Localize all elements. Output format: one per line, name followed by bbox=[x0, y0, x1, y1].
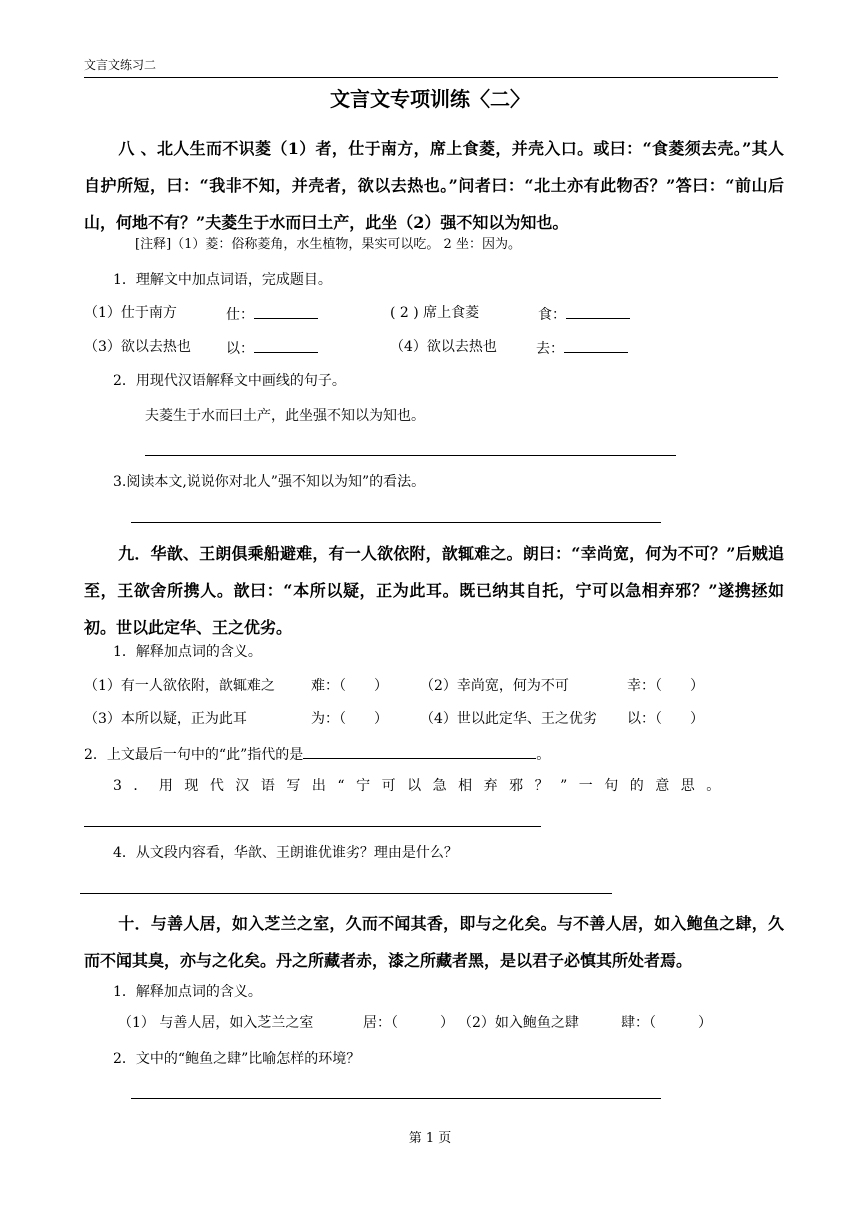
s8-q1-item2-phrase: ( 2 ) 席上食菱 bbox=[390, 305, 480, 321]
s8-q1-item2-word: 食： bbox=[538, 303, 630, 325]
answer-blank[interactable] bbox=[303, 743, 536, 759]
answer-line[interactable] bbox=[131, 1098, 661, 1099]
s10-q1-item1-phrase: （1） 与善人居，如入芝兰之室 bbox=[118, 1015, 314, 1031]
s10-q1-item2-word: 肆：（ ） bbox=[621, 1015, 712, 1031]
s9-q1-item2-word: 幸：（ ） bbox=[627, 678, 704, 694]
s9-q1-item3-word: 为：（ ） bbox=[311, 711, 388, 727]
section10-question2: 2．文中的“鲍鱼之肆”比喻怎样的环境？ bbox=[113, 1051, 361, 1067]
s9-q1-item3-phrase: （3）本所以疑，正为此耳 bbox=[84, 711, 247, 727]
section10-paragraph: 十．与善人居，如入芝兰之室，久而不闻其香，即与之化矣。与不善人居，如入鲍鱼之肆，久而不闻其臭，亦与之化矣。丹之所藏者赤，漆之所藏者黑，是以君子必慎其所处者焉。 bbox=[84, 914, 784, 970]
header-rule bbox=[84, 77, 778, 78]
s8-q1-item4-phrase: （4）欲以去热也 bbox=[390, 339, 497, 355]
section9-question2: 2．上文最后一句中的“此”指代的是 。 bbox=[84, 743, 550, 765]
answer-line[interactable] bbox=[84, 826, 541, 827]
s8-q1-item3-phrase: （3）欲以去热也 bbox=[84, 339, 191, 355]
s8-q1-item4-word: 去： bbox=[536, 337, 628, 359]
section9-question3: 3．用现代汉语写出“宁可以急相弃邪？”一句的意思。 bbox=[113, 778, 732, 794]
answer-blank[interactable] bbox=[254, 337, 318, 353]
section8-question2: 2．用现代汉语解释文中画线的句子。 bbox=[113, 373, 346, 389]
section8-question1: 1．理解文中加点词语，完成题目。 bbox=[113, 272, 332, 288]
answer-blank[interactable] bbox=[564, 337, 628, 353]
s10-q1-item2-phrase: （2）如入鲍鱼之肆 bbox=[458, 1015, 579, 1031]
section9-question1: 1．解释加点词的含义。 bbox=[113, 644, 262, 660]
page-header: 文言文练习二 bbox=[84, 58, 157, 72]
section8-question3: 3.阅读本文,说说你对北人”强不知以为知”的看法。 bbox=[113, 474, 426, 490]
s9-q1-item4-word: 以：（ ） bbox=[627, 711, 704, 727]
page-number: 第 1 页 bbox=[408, 1131, 452, 1146]
section10-question1: 1．解释加点词的含义。 bbox=[113, 984, 262, 1000]
s9-q1-item1-phrase: （1）有一人欲依附，歆辄难之 bbox=[84, 678, 275, 694]
section8-q2-sentence: 夫菱生于水而曰土产，此坐强不知以为知也。 bbox=[145, 408, 425, 424]
s9-q1-item1-word: 难：（ ） bbox=[311, 678, 388, 694]
s10-q1-item1-word: 居：（ ） bbox=[363, 1015, 454, 1031]
s9-q1-item2-phrase: （2）幸尚宽，何为不可 bbox=[420, 678, 569, 694]
section9-question4: 4．从文段内容看，华歆、王朗谁优谁劣？理由是什么？ bbox=[113, 845, 458, 861]
s8-q1-item3-word: 以： bbox=[226, 337, 318, 359]
answer-line[interactable] bbox=[80, 893, 612, 894]
s8-q1-item1-phrase: （1）仕于南方 bbox=[84, 305, 177, 321]
section9-paragraph: 九．华歆、王朗俱乘船避难，有一人欲依附，歆辄难之。朗曰：“幸尚宽，何为不可？”后贼追至，王欲舍所携人。歆曰：“本所以疑，正为此耳。既已纳其自托，宁可以急相弃邪？”遂携拯如初。世以此定华、王之优劣。 bbox=[84, 544, 784, 637]
answer-line[interactable] bbox=[145, 455, 676, 456]
section8-paragraph: 八 、北人生而不识菱（1）者，仕于南方，席上食菱，并壳入口。或曰：“食菱须去壳。”其人自护所短，曰：“我非不知，并壳者，欲以去热也。”问者曰：“北土亦有此物否？”答曰：“前山后山，何地不有？”夫菱生于水而曰土产，此坐（2）强不知以为知也。 bbox=[84, 139, 784, 232]
answer-blank[interactable] bbox=[254, 303, 318, 319]
document-title: 文言文专项训练〈二〉 bbox=[330, 87, 530, 111]
answer-line[interactable] bbox=[131, 522, 661, 523]
section8-note: [注释]（1）菱：俗称菱角，水生植物，果实可以吃。 2 坐：因为。 bbox=[135, 237, 521, 252]
answer-blank[interactable] bbox=[566, 303, 630, 319]
s8-q1-item1-word: 仕： bbox=[226, 303, 318, 325]
s9-q1-item4-phrase: （4）世以此定华、王之优劣 bbox=[420, 711, 597, 727]
